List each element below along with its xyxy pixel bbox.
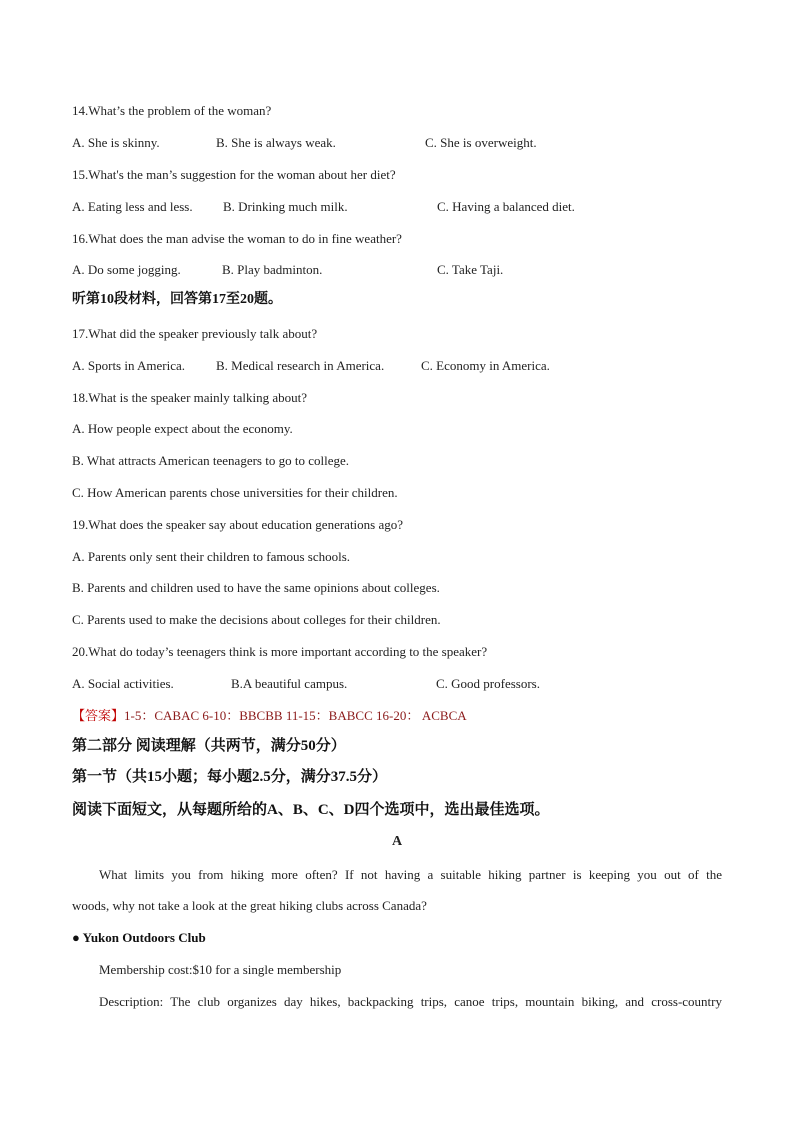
- question-16-option-c: C. Take Taji.: [437, 262, 504, 277]
- question-19-stem: 19.What does the speaker say about education generations ago?: [72, 517, 404, 532]
- answer-label: 【答案】: [72, 708, 125, 723]
- question-18-stem: 18.What is the speaker mainly talking about?: [72, 390, 308, 405]
- question-19-option-b: B. Parents and children used to have the same opinions about colleges.: [72, 580, 440, 595]
- question-20-stem: 20.What do today’s teenagers think is more important according to the speaker?: [72, 644, 488, 659]
- answer-line: [72, 708, 467, 724]
- question-15-stem: 15.What's the man’s suggestion for the woman about her diet?: [72, 167, 396, 182]
- question-19-option-c: C. Parents used to make the decisions about colleges for their children.: [72, 612, 441, 627]
- question-18-option-c: C. How American parents chose universities for their children.: [72, 485, 398, 500]
- question-17-option-b: B. Medical research in America.: [216, 358, 385, 373]
- question-17-option-a: A. Sports in America.: [72, 358, 186, 373]
- club-1-description: Description: The club organizes day hikes, backpacking trips, canoe trips, mountain biking, and cross-country: [99, 994, 722, 1009]
- passage-intro-line-1: What limits you from hiking more often? If not having a suitable hiking partner is keeping you out of the: [99, 867, 722, 882]
- passage-intro-line-2: woods, why not take a look at the great hiking clubs across Canada?: [72, 898, 427, 913]
- question-19-option-a: A. Parents only sent their children to famous schools.: [72, 549, 351, 564]
- question-20-option-b: B.A beautiful campus.: [231, 676, 348, 691]
- question-20-option-a: A. Social activities.: [72, 676, 174, 691]
- club-1-cost: Membership cost:$10 for a single membership: [99, 962, 342, 977]
- question-18-option-b: B. What attracts American teenagers to go to college.: [72, 453, 349, 468]
- question-15-option-b: B. Drinking much milk.: [223, 199, 348, 214]
- question-14-stem: 14.What’s the problem of the woman?: [72, 103, 272, 118]
- question-17-stem: 17.What did the speaker previously talk about?: [72, 326, 318, 341]
- reading-instruction: 阅读下面短文，从每题所给的A、B、C、D四个选项中，选出最佳选项。: [72, 802, 550, 818]
- question-15-option-c: C. Having a balanced diet.: [437, 199, 575, 214]
- question-16-option-a: A. Do some jogging.: [72, 262, 181, 277]
- section-1-title: 第一节（共15小题；每小题2.5分，满分37.5分）: [72, 769, 388, 785]
- question-16-option-b: B. Play badminton.: [222, 262, 323, 277]
- question-18-option-a: A. How people expect about the economy.: [72, 421, 293, 436]
- section-10-heading: 听第10段材料，回答第17至20题。: [72, 292, 282, 307]
- question-14-option-c: C. She is overweight.: [425, 135, 537, 150]
- part-2-title: 第二部分 阅读理解（共两节，满分50分）: [72, 738, 346, 754]
- answer-key: 1-5：CABAC 6-10：BBCBB 11-15：BABCC 16-20： ACBCA: [124, 708, 467, 723]
- club-1-name: ● Yukon Outdoors Club: [72, 930, 206, 945]
- question-15-option-a: A. Eating less and less.: [72, 199, 193, 214]
- question-20-option-c: C. Good professors.: [436, 676, 540, 691]
- question-14-option-b: B. She is always weak.: [216, 135, 336, 150]
- question-17-option-c: C. Economy in America.: [421, 358, 550, 373]
- question-14-option-a: A. She is skinny.: [72, 135, 160, 150]
- question-16-stem: 16.What does the man advise the woman to do in fine weather?: [72, 231, 402, 246]
- passage-letter: A: [391, 834, 403, 849]
